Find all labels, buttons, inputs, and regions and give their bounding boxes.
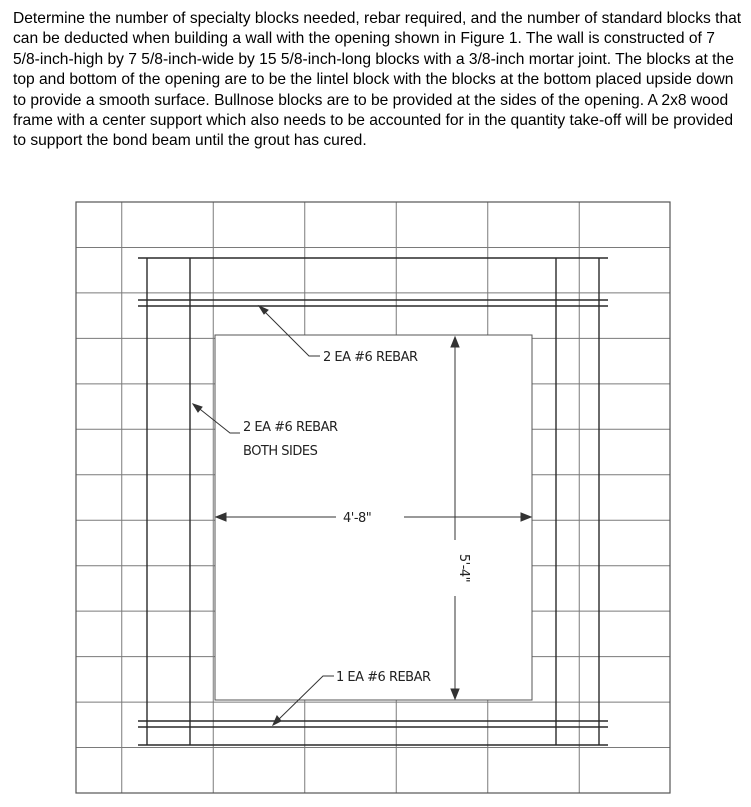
side-rebar-arrowhead: [193, 404, 202, 412]
problem-statement: Determine the number of specialty blocks needed, rebar required, and the number of standard blocks that can be deducted when building a wall with the opening shown in Figure 1. The wall is constructed of 7 5/8-inch-high by 7 5/8-inch-wide by 15 5/8-inch-long blocks with a 3/8-inch mortar joint. The blocks at the top and bottom of the opening are to be the lintel block with the blocks at the bottom placed upside down to provide a smooth surface. Bullnose blocks are to be provided at the sides of the opening. A 2x8 wood frame with a center support which also needs to be accounted for in the quantity take-off will be provided to support the bond beam until the grout has cured.: [13, 10, 742, 150]
side-rebar-label-line1: 2 EA #6 REBAR: [243, 420, 338, 435]
side-rebar-label-line2: BOTH SIDES: [243, 444, 318, 459]
bottom-rebar-label: 1 EA #6 REBAR: [336, 670, 431, 685]
top-rebar-label: 2 EA #6 REBAR: [323, 350, 418, 365]
height-dimension-label: 5'-4": [456, 553, 471, 583]
top-rebar-arrowhead: [259, 306, 268, 314]
width-dimension-label: 4'-8": [343, 511, 372, 526]
